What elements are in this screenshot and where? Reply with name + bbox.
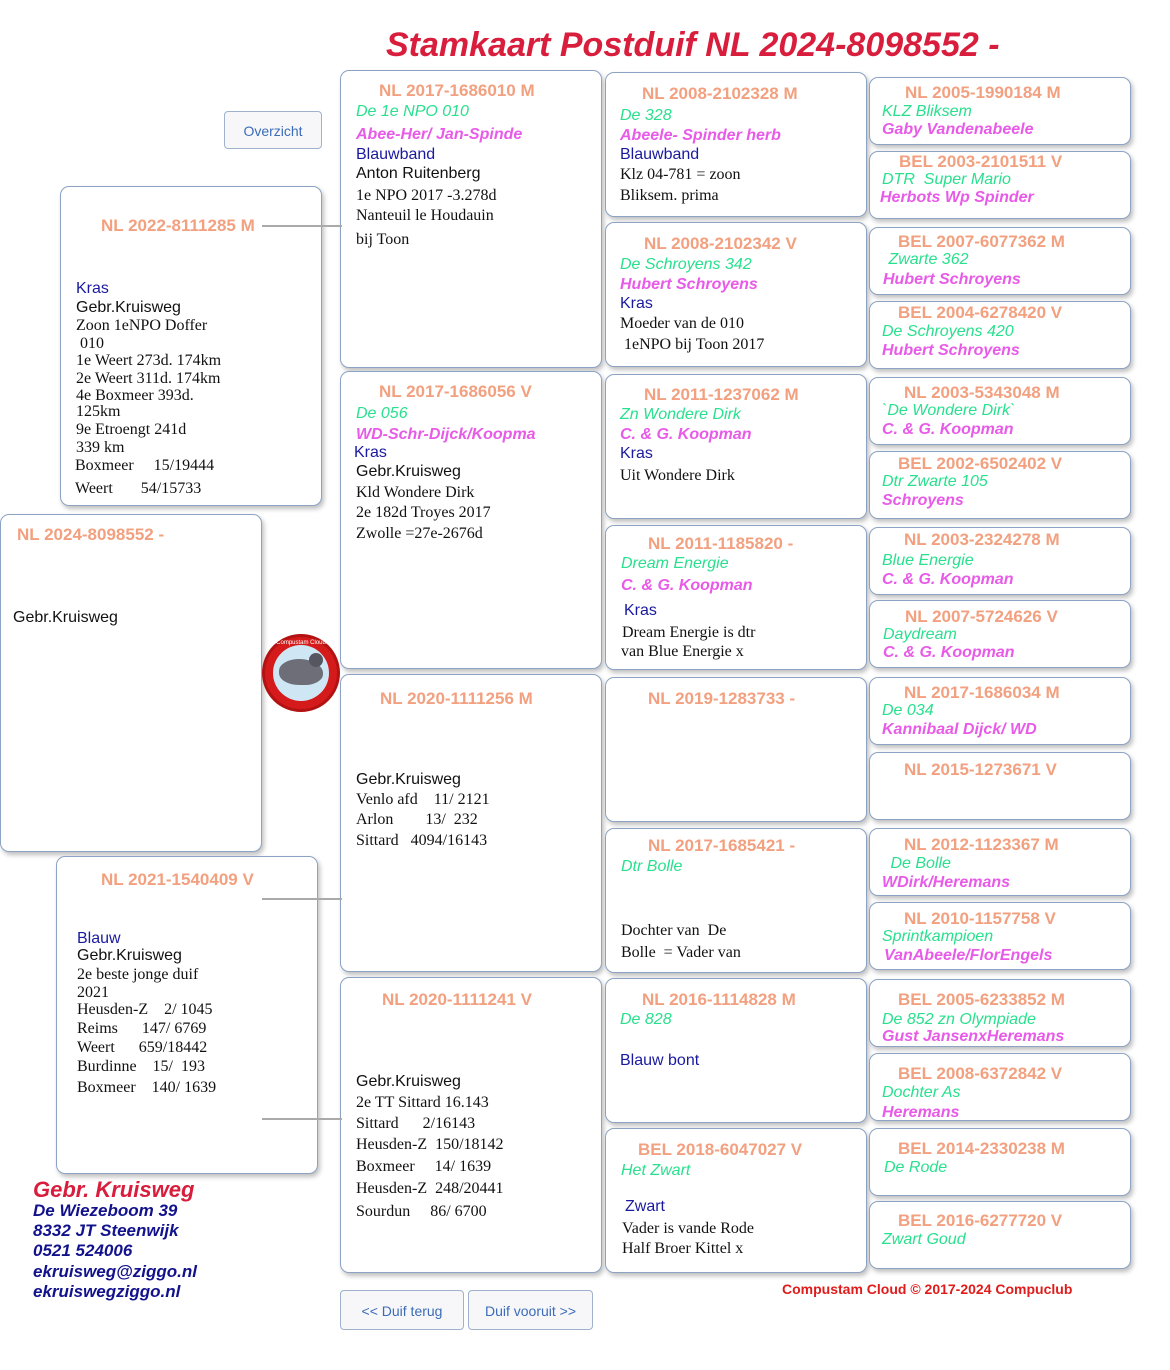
ring-number[interactable]: NL 2024-8098552 -	[17, 525, 165, 544]
pigeon-logo-icon	[262, 634, 340, 712]
info-line: Arlon 13/ 232	[356, 811, 478, 828]
pigeon-name: De 056	[356, 405, 408, 422]
card-subject[interactable]	[0, 514, 262, 852]
previous-pigeon-button[interactable]: << Duif terug	[340, 1290, 464, 1330]
breeder-lineage: Hubert Schroyens	[883, 271, 1021, 288]
info-line: Uit Wondere Dirk	[620, 467, 735, 484]
card-ancestor-g2[interactable]	[869, 151, 1131, 219]
ring-number[interactable]: NL 2008-2102328 M	[642, 84, 798, 103]
color-label: Kras	[624, 602, 657, 619]
info-line: 2021	[77, 984, 109, 1001]
overview-button[interactable]: Overzicht	[224, 111, 322, 149]
pigeon-name: De Rode	[884, 1159, 948, 1176]
ring-number[interactable]: BEL 2018-6047027 V	[638, 1140, 803, 1159]
info-line: 1eNPO bij Toon 2017	[620, 336, 765, 353]
pigeon-name: Sprintkampioen	[882, 928, 994, 945]
pigeon-name: KLZ Bliksem	[882, 103, 972, 120]
info-line: Zoon 1eNPO Doffer	[76, 317, 208, 334]
info-line: Klz 04-781 = zoon	[620, 166, 741, 183]
color-label: Blauwband	[356, 146, 436, 163]
breeder-lineage: C. & G. Koopman	[620, 426, 752, 443]
info-line: Sourdun 86/ 6700	[356, 1203, 487, 1220]
ring-number[interactable]: BEL 2005-6233852 M	[898, 990, 1065, 1009]
color-label: Zwart	[625, 1198, 665, 1215]
info-line: Zwolle =27e-2676d	[356, 525, 483, 542]
breeder-lineage: Kannibaal Dijck/ WD	[882, 721, 1037, 738]
card-ancestor-g11[interactable]	[869, 828, 1131, 896]
card-ancestor-g16[interactable]	[869, 1201, 1131, 1269]
pigeon-name: De Schroyens 420	[882, 323, 1014, 340]
breeder-lineage: Abeele- Spinder herb	[620, 127, 781, 144]
connector-line	[262, 898, 342, 900]
copyright-text: Compustam Cloud © 2017-2024 Compuclub	[782, 1281, 1073, 1297]
color-label: Blauwband	[620, 146, 700, 163]
info-line: 9e Etroengt 241d	[76, 421, 187, 438]
breeder-lineage: C. & G. Koopman	[883, 644, 1015, 661]
info-line: 2e beste jonge duif	[77, 966, 199, 983]
info-line: Kld Wondere Dirk	[356, 484, 475, 501]
ring-number[interactable]: NL 2017-1686010 M	[379, 81, 535, 100]
ring-number[interactable]: NL 2020-1111241 V	[382, 990, 532, 1009]
ring-number[interactable]: NL 2003-2324278 M	[904, 530, 1060, 549]
breeder-lineage: VanAbeele/FlorEngels	[884, 947, 1053, 964]
info-line: Burdinne 15/ 193	[77, 1058, 205, 1075]
ring-number[interactable]: NL 2017-1685421 -	[648, 836, 796, 855]
owner-street: De Wiezeboom 39	[33, 1201, 178, 1220]
info-line: Gebr.Kruisweg	[356, 463, 461, 480]
color-label: Kras	[620, 295, 653, 312]
breeder-lineage: Gust JansenxHeremans	[882, 1028, 1065, 1045]
next-pigeon-button[interactable]: Duif vooruit >>	[468, 1290, 593, 1330]
info-line: Moeder van de 010	[620, 315, 744, 332]
breeder-lineage: Schroyens	[882, 492, 964, 509]
color-label: Blauw bont	[620, 1052, 700, 1069]
pigeon-name: Dtr Zwarte 105	[882, 473, 988, 490]
card-ancestor-g5[interactable]	[869, 377, 1131, 445]
info-line: Boxmeer 15/19444	[75, 457, 215, 474]
card-ancestor-g1[interactable]	[869, 77, 1131, 145]
ring-number[interactable]: NL 2008-2102342 V	[644, 234, 797, 253]
connector-line	[262, 1118, 342, 1120]
ring-number[interactable]: BEL 2008-6372842 V	[898, 1064, 1063, 1083]
ring-number[interactable]: NL 2017-1686034 M	[904, 683, 1060, 702]
pigeon-name: De 034	[882, 702, 934, 719]
info-line: Bolle = Vader van	[621, 944, 741, 961]
info-line: Dream Energie is dtr	[622, 624, 756, 641]
info-line: 125km	[76, 403, 121, 420]
card-ancestor-g4[interactable]	[869, 301, 1131, 369]
ring-number[interactable]: NL 2011-1185820 -	[648, 534, 794, 553]
pigeon-name: Dream Energie	[621, 555, 729, 572]
card-ancestor-fm[interactable]	[340, 371, 602, 669]
ring-number[interactable]: NL 2021-1540409 V	[101, 870, 254, 889]
ring-number[interactable]: NL 2011-1237062 M	[644, 385, 799, 404]
pigeon-name: Blue Energie	[882, 552, 974, 569]
pigeon-name: Daydream	[883, 626, 957, 643]
pigeon-name: Dochter As	[882, 1084, 961, 1101]
pigeon-name: Het Zwart	[621, 1162, 691, 1179]
breeder-lineage: WD-Schr-Dijck/Koopma	[356, 426, 536, 443]
pigeon-name: De 1e NPO 010	[356, 103, 469, 120]
card-ancestor-g12[interactable]	[869, 902, 1131, 970]
breeder-lineage: Abee-Her/ Jan-Spinde	[356, 126, 523, 143]
pigeon-name: De Schroyens 342	[620, 256, 752, 273]
info-line: Gebr.Kruisweg	[356, 771, 461, 788]
breeder-lineage: Herbots Wp Spinder	[880, 189, 1034, 206]
card-ancestor-g13[interactable]	[869, 979, 1131, 1047]
color-label: Kras	[354, 444, 387, 461]
card-ancestor-g10[interactable]	[869, 752, 1131, 820]
info-line: 010	[76, 335, 104, 352]
info-line: 1e NPO 2017 -3.278d	[356, 187, 497, 204]
info-line: bij Toon	[356, 231, 410, 248]
card-ancestor-g3[interactable]	[869, 227, 1131, 295]
info-line: Gebr.Kruisweg	[76, 299, 181, 316]
card-ancestor-ff[interactable]	[340, 70, 602, 368]
info-line: 1e Weert 273d. 174km	[76, 352, 222, 369]
card-mother[interactable]	[56, 856, 318, 1174]
pigeon-name: De Bolle	[886, 855, 951, 872]
info-line: van Blue Energie x	[621, 643, 744, 660]
card-ancestor-fmm[interactable]	[605, 525, 867, 670]
info-line: Vader is vande Rode	[622, 1220, 754, 1237]
info-line: Venlo afd 11/ 2121	[356, 791, 490, 808]
info-line: Weert 659/18442	[77, 1039, 208, 1056]
info-line: Boxmeer 14/ 1639	[356, 1158, 492, 1175]
info-line: Gebr.Kruisweg	[13, 609, 118, 626]
info-line: Gebr.Kruisweg	[77, 947, 182, 964]
ring-number[interactable]: NL 2005-1990184 M	[905, 83, 1061, 102]
info-line: Sittard 2/16143	[356, 1115, 476, 1132]
card-ancestor-mfm[interactable]	[605, 828, 867, 973]
info-line: Weert 54/15733	[75, 480, 202, 497]
ring-number[interactable]: BEL 2014-2330238 M	[898, 1139, 1065, 1158]
ring-number[interactable]: NL 2016-1114828 M	[642, 990, 796, 1009]
breeder-lineage: Gaby Vandenabeele	[882, 121, 1034, 138]
ring-number[interactable]: BEL 2002-6502402 V	[898, 454, 1063, 473]
owner-email: ekruisweg@ziggo.nl	[33, 1262, 197, 1281]
owner-name: Gebr. Kruisweg	[33, 1177, 195, 1202]
info-line: Boxmeer 140/ 1639	[77, 1079, 217, 1096]
card-ancestor-g9[interactable]	[869, 677, 1131, 745]
info-line: 339 km	[76, 439, 125, 456]
breeder-lineage: Heremans	[882, 1104, 960, 1121]
info-line: Half Broer Kittel x	[622, 1240, 744, 1257]
info-line: 2e 182d Troyes 2017	[356, 504, 491, 521]
breeder-lineage: Hubert Schroyens	[882, 342, 1020, 359]
card-father[interactable]	[60, 186, 322, 506]
card-ancestor-g7[interactable]	[869, 527, 1131, 595]
connector-line	[262, 225, 342, 227]
ring-number[interactable]: NL 2012-1123367 M	[904, 835, 1059, 854]
breeder-lineage: Hubert Schroyens	[620, 276, 758, 293]
ring-number[interactable]: NL 2017-1686056 V	[379, 382, 532, 401]
card-ancestor-ffm[interactable]	[605, 222, 867, 367]
ring-number[interactable]: NL 2019-1283733 -	[648, 689, 796, 708]
card-ancestor-mf[interactable]	[340, 674, 602, 972]
card-ancestor-fff[interactable]	[605, 72, 867, 217]
breeder-lineage: C. & G. Koopman	[882, 421, 1014, 438]
card-ancestor-mm[interactable]	[340, 977, 602, 1273]
card-ancestor-g8[interactable]	[869, 600, 1131, 668]
pigeon-name: Zn Wondere Dirk	[620, 406, 741, 423]
ring-number[interactable]: NL 2020-1111256 M	[380, 689, 533, 708]
ring-number[interactable]: NL 2022-8111285 M	[101, 216, 255, 235]
owner-phone: 0521 524006	[33, 1241, 133, 1260]
ring-number[interactable]: BEL 2016-6277720 V	[898, 1211, 1063, 1230]
info-line: 4e Boxmeer 393d.	[76, 387, 194, 404]
card-ancestor-fmf[interactable]	[605, 374, 867, 519]
info-line: Sittard 4094/16143	[356, 832, 488, 849]
logo-label: Compustam Cloud	[276, 640, 326, 646]
pigeon-name: De 328	[620, 107, 672, 124]
info-line: Nanteuil le Houdauin	[356, 207, 494, 224]
card-ancestor-mmf[interactable]	[605, 978, 867, 1123]
page-title: Stamkaart Postduif NL 2024-8098552 -	[386, 26, 1000, 64]
ring-number[interactable]: NL 2015-1273671 V	[904, 760, 1057, 779]
ring-number[interactable]: BEL 2007-6077362 M	[898, 232, 1065, 251]
ring-number[interactable]: NL 2010-1157758 V	[904, 909, 1056, 928]
card-ancestor-g14[interactable]	[869, 1053, 1131, 1121]
ring-number[interactable]: BEL 2003-2101511 V	[899, 152, 1063, 171]
color-label: Kras	[620, 445, 653, 462]
breeder-lineage: C. & G. Koopman	[621, 577, 753, 594]
card-ancestor-mmm[interactable]	[605, 1128, 867, 1273]
info-line: Dochter van De	[621, 922, 727, 939]
pigeon-name: Zwart Goud	[882, 1231, 966, 1248]
breeder-lineage: C. & G. Koopman	[882, 571, 1014, 588]
breeder-lineage: WDirk/Heremans	[882, 874, 1011, 891]
info-line: Heusden-Z 248/20441	[356, 1180, 504, 1197]
pigeon-name: De 852 zn Olympiade	[882, 1011, 1036, 1028]
card-ancestor-mff[interactable]	[605, 677, 867, 822]
ring-number[interactable]: NL 2007-5724626 V	[905, 607, 1058, 626]
info-line: Heusden-Z 150/18142	[356, 1136, 504, 1153]
info-line: Anton Ruitenberg	[356, 165, 481, 182]
color-label: Kras	[76, 280, 109, 297]
pigeon-name: Dtr Bolle	[621, 858, 683, 875]
owner-city: 8332 JT Steenwijk	[33, 1221, 179, 1240]
info-line: 2e TT Sittard 16.143	[356, 1094, 489, 1111]
pigeon-name: `De Wondere Dirk`	[882, 402, 1016, 419]
info-line: Bliksem. prima	[620, 187, 719, 204]
card-ancestor-g15[interactable]	[869, 1128, 1131, 1196]
pigeon-name: Zwarte 362	[884, 251, 969, 268]
owner-email-alt: ekruiswegziggo.nl	[33, 1282, 181, 1301]
info-line: Heusden-Z 2/ 1045	[77, 1001, 213, 1018]
color-label: Blauw	[77, 930, 121, 947]
info-line: 2e Weert 311d. 174km	[76, 370, 221, 387]
card-ancestor-g6[interactable]	[869, 451, 1131, 519]
info-line: Reims 147/ 6769	[77, 1020, 207, 1037]
ring-number[interactable]: BEL 2004-6278420 V	[898, 303, 1063, 322]
pigeon-name: De 828	[620, 1011, 672, 1028]
ring-number[interactable]: NL 2003-5343048 M	[904, 383, 1060, 402]
pigeon-name: DTR Super Mario	[882, 171, 1011, 188]
info-line: Gebr.Kruisweg	[356, 1073, 461, 1090]
